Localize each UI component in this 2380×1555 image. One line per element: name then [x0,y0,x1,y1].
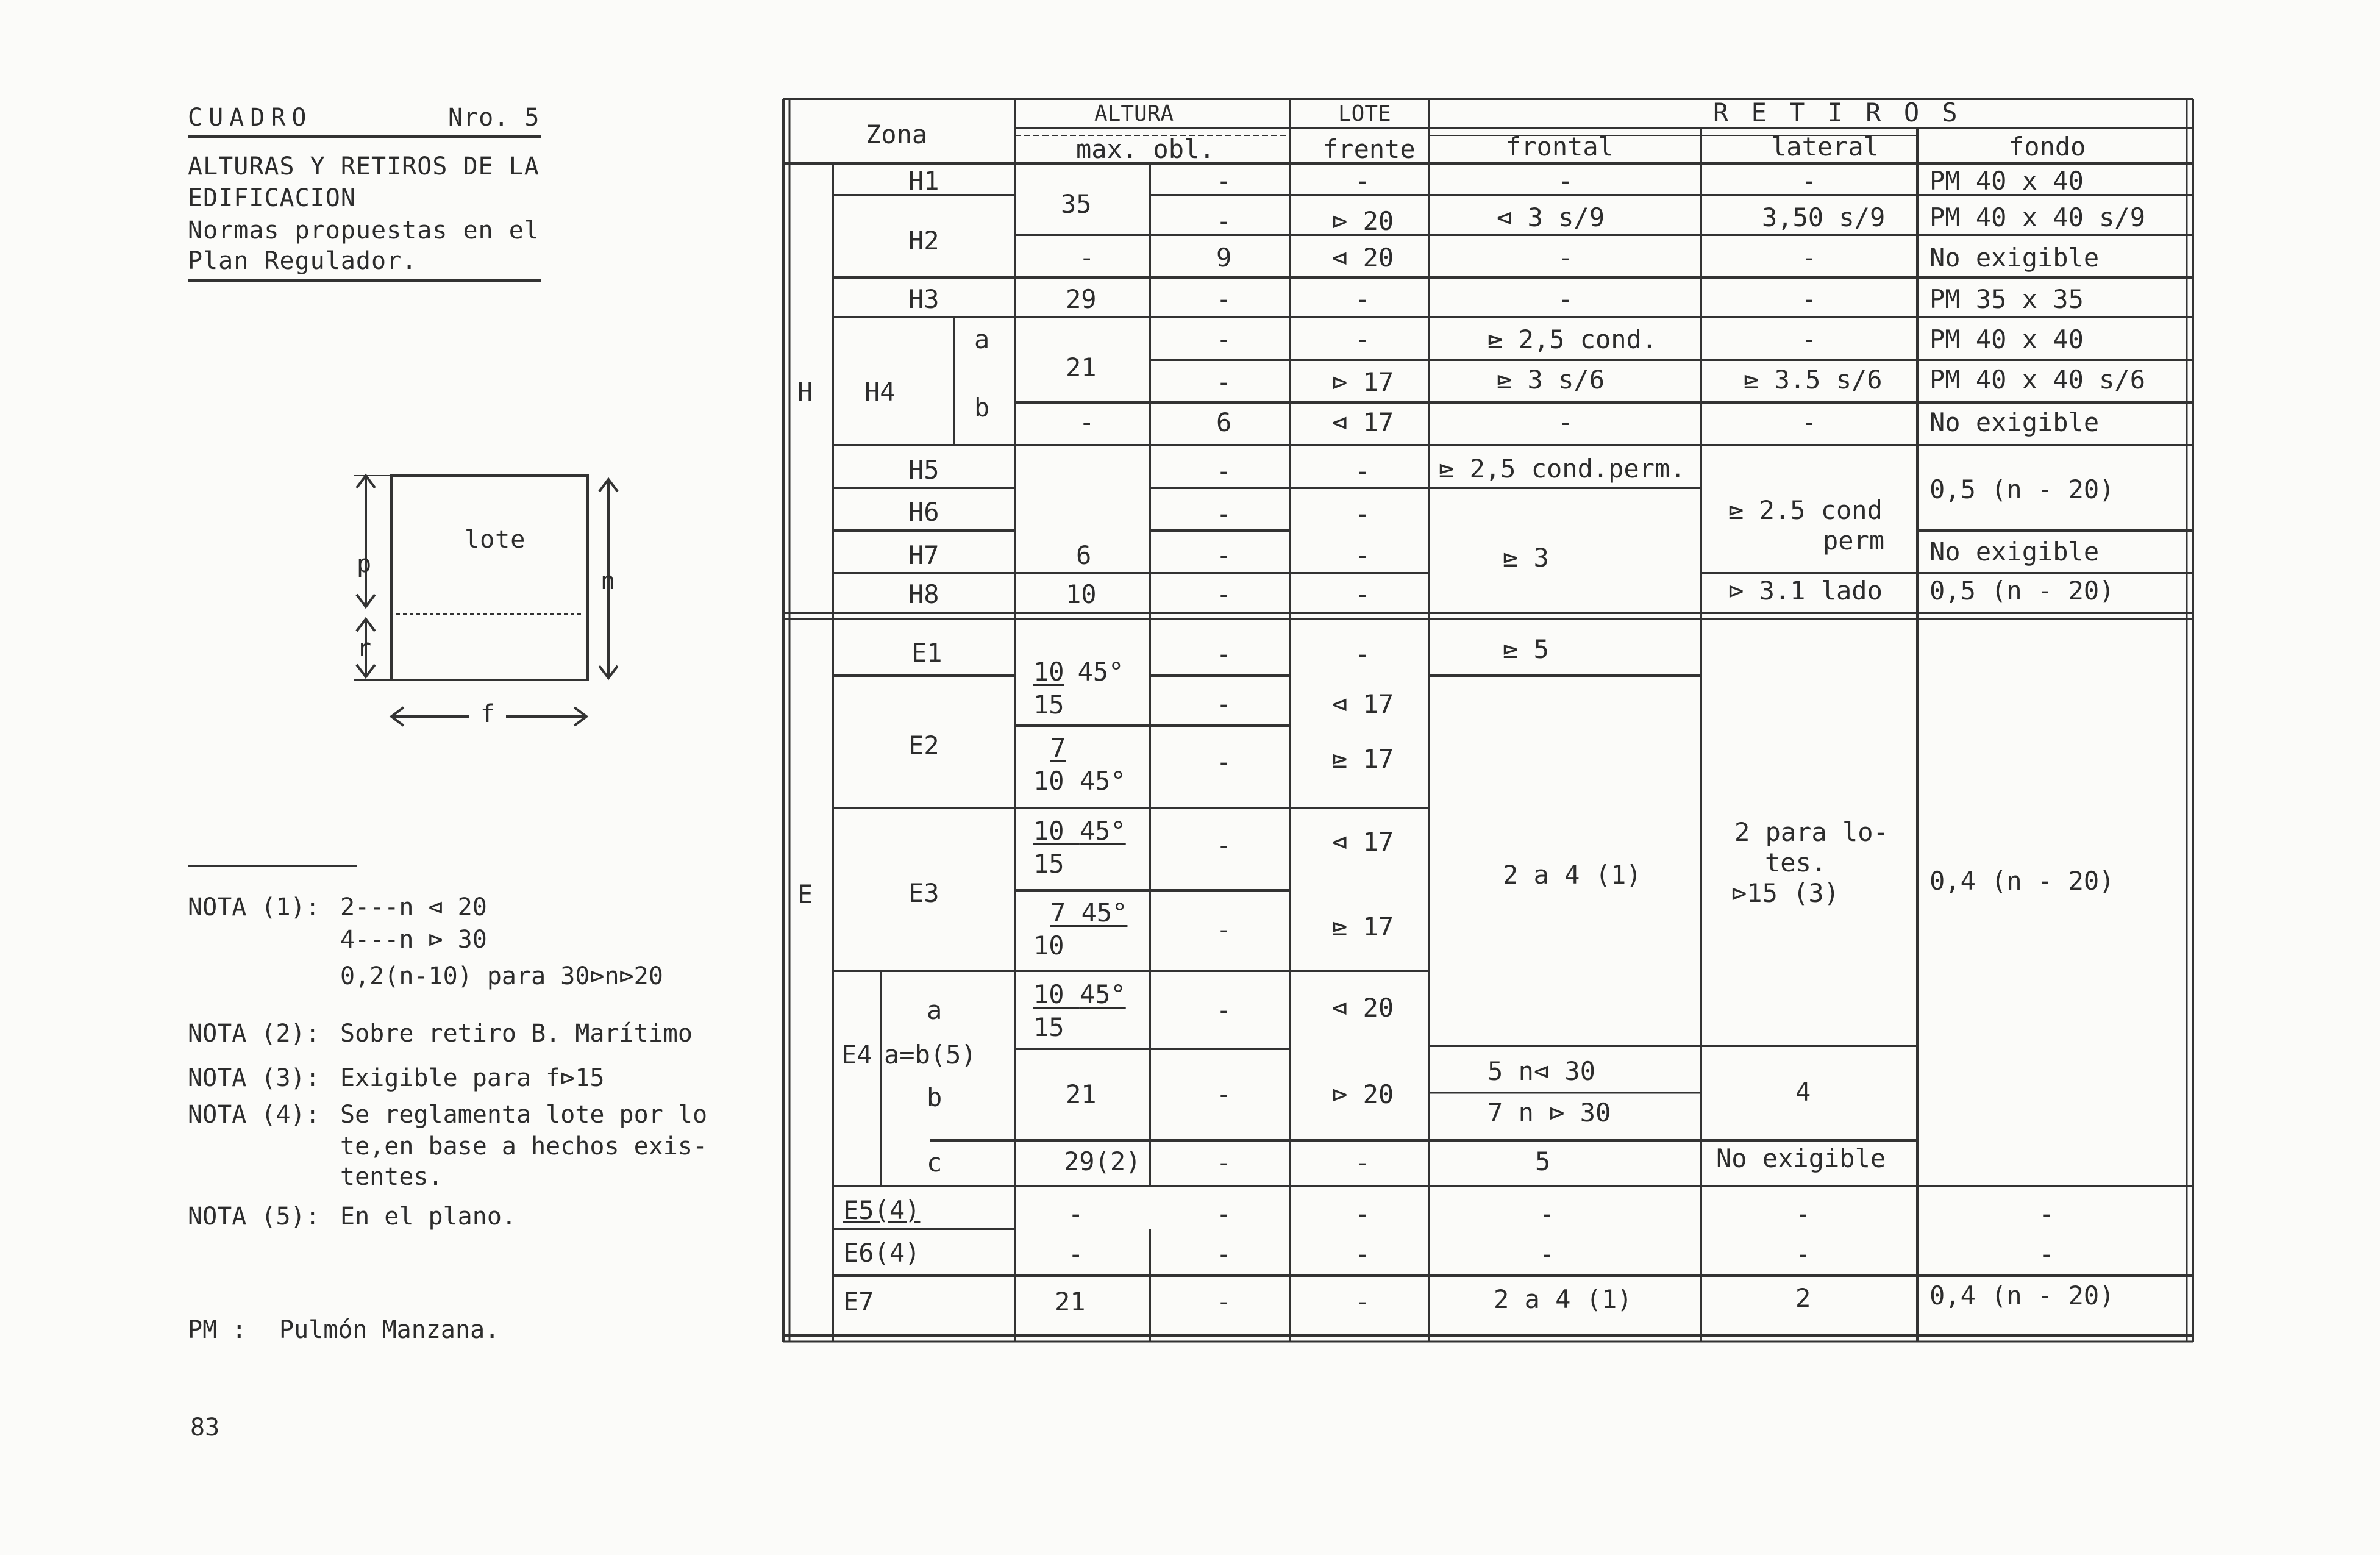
nota-1-line-3: 0,2(n-10) para 30⊳n⊳20 [340,962,663,990]
h5-obl: - [1216,456,1232,486]
e6-lateral: - [1795,1239,1811,1269]
e2b-max [1033,732,1126,798]
nota-2-text: Sobre retiro B. Marítimo [340,1020,693,1048]
e1-max-num: 10 [1033,657,1064,687]
h3-frente: - [1355,284,1370,314]
e5-frente: - [1355,1199,1370,1229]
e3b-max-angle: 45° [1081,898,1128,928]
e1-max [1033,656,1124,721]
notes-divider [188,865,357,867]
zone-h2: H2 [908,226,939,256]
h3-obl: - [1216,284,1232,314]
e5-fondo: - [2039,1199,2055,1229]
pm-text: Pulmón Manzana. [279,1316,500,1344]
e6-max: - [1068,1239,1084,1269]
h4b2-frente: ⊲ 17 [1332,407,1394,437]
zone-e1: E1 [911,638,942,668]
e4b-lateral: 4 [1795,1077,1811,1107]
h5-frontal: ⊵ 2,5 cond.perm. [1439,454,1686,484]
h3-max: 29 [1066,284,1097,314]
e3a-max-num: 10 [1033,816,1064,846]
nota-5-label: NOTA (5): [188,1203,320,1231]
h3-frontal: - [1558,284,1573,314]
nota-3-text: Exigible para f⊳15 [340,1064,605,1092]
e7-fondo: 0,4 (n - 20) [1929,1281,2115,1310]
e4c-obl: - [1216,1148,1232,1178]
e6-obl: - [1216,1239,1232,1269]
header-zona: Zona [866,120,928,149]
h4b1-frente: ⊳ 17 [1332,367,1394,397]
h2a-frontal: ⊲ 3 s/9 [1497,202,1605,232]
h3-lateral: - [1801,284,1817,314]
e2b-frente: ⊵ 17 [1332,744,1394,774]
e-lateral-merged-1: 2 para lo- [1734,817,1889,847]
h4b2-frontal: - [1558,407,1573,437]
zone-h4: H4 [864,377,896,407]
h6-frente: - [1355,499,1370,529]
p-label: p [357,550,372,578]
h4b2-fondo: No exigible [1929,407,2100,437]
e2b-max-den: 10 [1033,766,1064,796]
e2a-obl: - [1216,689,1232,719]
pm-label: PM : [188,1316,247,1344]
h7-obl: - [1216,540,1232,570]
zone-e5: E5(4) [843,1195,921,1225]
e3b-max-den: 10 [1033,931,1064,960]
h5-frente: - [1355,456,1370,486]
nota-3-label: NOTA (3): [188,1064,320,1092]
nota-5-text: En el plano. [340,1203,516,1231]
zone-h1: H1 [908,166,939,196]
h2b-fondo: No exigible [1929,243,2100,273]
h4a-frente: - [1355,324,1370,354]
title-underline [188,135,541,138]
header-fondo: fondo [2009,132,2086,162]
h4b2-lateral: - [1801,407,1817,437]
e4a-max-num: 10 [1033,979,1064,1009]
e3a-max-angle: 45° [1079,816,1126,846]
e1-max-angle: 45° [1077,657,1124,687]
header-max-obl: max. obl. [1076,134,1215,164]
zone-e2: E2 [908,731,939,760]
header-frontal: frontal [1506,132,1614,162]
h8-lateral: ⊳ 3.1 lado [1728,576,1883,606]
e4a-max [1033,978,1126,1044]
e3b-obl: - [1216,915,1232,945]
group-h: H [797,377,813,407]
header-lateral: lateral [1771,132,1879,162]
h2a-frente: ⊳ 20 [1332,206,1394,236]
nota-1-label: NOTA (1): [188,893,320,921]
zone-e7: E7 [843,1287,874,1317]
e2a-frente: ⊲ 17 [1332,689,1394,719]
h2b-frente: ⊲ 20 [1332,243,1394,273]
h4b1-lateral: ⊵ 3.5 s/6 [1744,365,1883,395]
h6-h8-frontal: ⊵ 3 [1503,543,1549,573]
page-number: 83 [190,1414,220,1442]
h7-frente: - [1355,540,1370,570]
e5-frontal: - [1539,1199,1555,1229]
zone-h4-b: b [974,393,990,423]
e4c-frente: - [1355,1148,1370,1178]
e4a-obl: - [1216,995,1232,1025]
h5-h7-lateral-1: ⊵ 2.5 cond [1728,495,1883,525]
e2b-max-num: 7 [1050,733,1066,763]
h1-frontal: - [1558,166,1573,196]
cuadro-label: CUADRO [188,104,313,132]
e7-max: 21 [1055,1287,1086,1317]
h4a-fondo: PM 40 x 40 [1929,324,2084,354]
e3a-max [1033,815,1126,881]
zone-e4-a: a [927,995,942,1025]
subtitle-line-1: Normas propuestas en el [188,216,540,245]
e5-obl: - [1216,1199,1232,1229]
h5-h6-fondo: 0,5 (n - 20) [1929,474,2115,504]
h2a-lateral: 3,50 s/9 [1762,202,1886,232]
header-frente: frente [1323,134,1416,164]
nota-4-line-2: te,en base a hechos exis- [340,1132,708,1160]
e6-frontal: - [1539,1239,1555,1269]
zone-h8: H8 [908,579,939,609]
e4b-obl: - [1216,1079,1232,1109]
zone-e4-c: c [927,1148,942,1178]
e1-frontal: ⊵ 5 [1503,634,1549,664]
heading-line-1: ALTURAS Y RETIROS DE LA [188,152,540,181]
e2b-obl: - [1216,747,1232,777]
zone-h4-a: a [974,324,990,354]
h7-fondo: No exigible [1929,537,2100,567]
h8-fondo: 0,5 (n - 20) [1929,576,2115,606]
h1-obl: - [1216,166,1232,196]
e4b-frontal-2: 7 n ⊳ 30 [1488,1098,1611,1128]
e7-obl: - [1216,1287,1232,1317]
nota-4-label: NOTA (4): [188,1101,320,1129]
h7-max: 6 [1076,540,1092,570]
e-fondo-merged: 0,4 (n - 20) [1929,866,2115,896]
e-lateral-merged-2: tes. [1765,848,1827,878]
zone-h5: H5 [908,455,939,485]
lote-label: lote [465,526,526,554]
h4b1-obl: - [1216,367,1232,397]
e4c-max: 29(2) [1064,1146,1141,1176]
nota-1-line-1: 2---n ⊲ 20 [340,893,487,921]
h4a-frontal: ⊵ 2,5 cond. [1488,324,1658,354]
h4a-lateral: - [1801,324,1817,354]
zone-e4-ab: a=b(5) [884,1040,977,1070]
e6-frente: - [1355,1239,1370,1269]
h4b1-fondo: PM 40 x 40 s/6 [1929,365,2146,395]
header-retiros: R E T I R O S [1713,98,1961,127]
zone-e6: E6(4) [843,1238,921,1268]
r-label: r [357,634,372,662]
h4b2-max: - [1079,407,1095,437]
zone-e4-b: b [927,1082,942,1112]
h1-h2-max: 35 [1061,189,1092,219]
e2b-max-angle: 45° [1079,766,1126,796]
e-frontal-merged: 2 a 4 (1) [1503,860,1642,890]
e3b-max [1033,896,1127,962]
nota-1-line-2: 4---n ⊳ 30 [340,926,487,954]
h2b-lateral: - [1801,243,1817,273]
h4a-obl: - [1216,324,1232,354]
h1-frente: - [1355,166,1370,196]
e1-frente: - [1355,639,1370,669]
zone-h3: H3 [908,284,939,314]
zone-e3: E3 [908,878,939,908]
n-label: n [600,567,616,595]
h8-obl: - [1216,579,1232,609]
e4b-frente: ⊳ 20 [1332,1079,1394,1109]
header-altura: ALTURA [1094,101,1174,126]
e4a-frente: ⊲ 20 [1332,993,1394,1023]
nota-4-line-3: tentes. [340,1163,443,1191]
e4c-frontal: 5 [1535,1146,1551,1176]
group-e: E [797,879,813,909]
zone-h6: H6 [908,497,939,527]
h8-max: 10 [1066,579,1097,609]
h2b-frontal: - [1558,243,1573,273]
e7-frontal: 2 a 4 (1) [1494,1284,1633,1314]
h2a-obl: - [1216,206,1232,236]
nota-2-label: NOTA (2): [188,1020,320,1048]
nota-4-line-1: Se reglamenta lote por lo [340,1101,708,1129]
header-lote: LOTE [1338,101,1391,126]
e7-lateral: 2 [1795,1283,1811,1313]
zone-e4: E4 [841,1040,872,1070]
e4a-max-angle: 45° [1079,979,1126,1009]
h4b2-obl: 6 [1216,407,1232,437]
e3a-max-den: 15 [1033,849,1064,879]
h2b-max: - [1079,243,1095,273]
e3a-frente: ⊲ 17 [1332,827,1394,857]
h4-max: 21 [1066,352,1097,382]
e4c-lateral: No exigible [1716,1143,1886,1173]
h1-fondo: PM 40 x 40 [1929,166,2084,196]
e3a-obl: - [1216,831,1232,860]
e7-frente: - [1355,1287,1370,1317]
h3-fondo: PM 35 x 35 [1929,284,2084,314]
heading-line-2: EDIFICACION [188,184,356,212]
subtitle-underline [188,279,541,282]
f-label: f [480,700,496,728]
e4b-frontal-1: 5 n⊲ 30 [1488,1056,1596,1086]
h5-h7-lateral-2: perm [1823,526,1885,556]
zone-h7: H7 [908,540,939,570]
e5-max: - [1068,1199,1084,1229]
e5-lateral: - [1795,1199,1811,1229]
h2b-obl: 9 [1216,243,1232,273]
e3b-frente: ⊵ 17 [1332,912,1394,942]
h2a-fondo: PM 40 x 40 s/9 [1929,202,2146,232]
subtitle-line-2: Plan Regulador. [188,247,418,275]
e4b-max: 21 [1066,1079,1097,1109]
e4a-max-den: 15 [1033,1012,1064,1042]
e-lateral-merged-3: ⊳15 (3) [1731,878,1840,908]
cuadro-number: Nro. 5 [448,104,540,132]
e1-max-den: 15 [1033,690,1064,720]
e6-fondo: - [2039,1239,2055,1269]
h1-lateral: - [1801,166,1817,196]
e1-obl: - [1216,639,1232,669]
h8-frente: - [1355,579,1370,609]
h6-obl: - [1216,499,1232,529]
h4b1-frontal: ⊵ 3 s/6 [1497,365,1605,395]
e3b-max-num: 7 [1050,898,1066,928]
